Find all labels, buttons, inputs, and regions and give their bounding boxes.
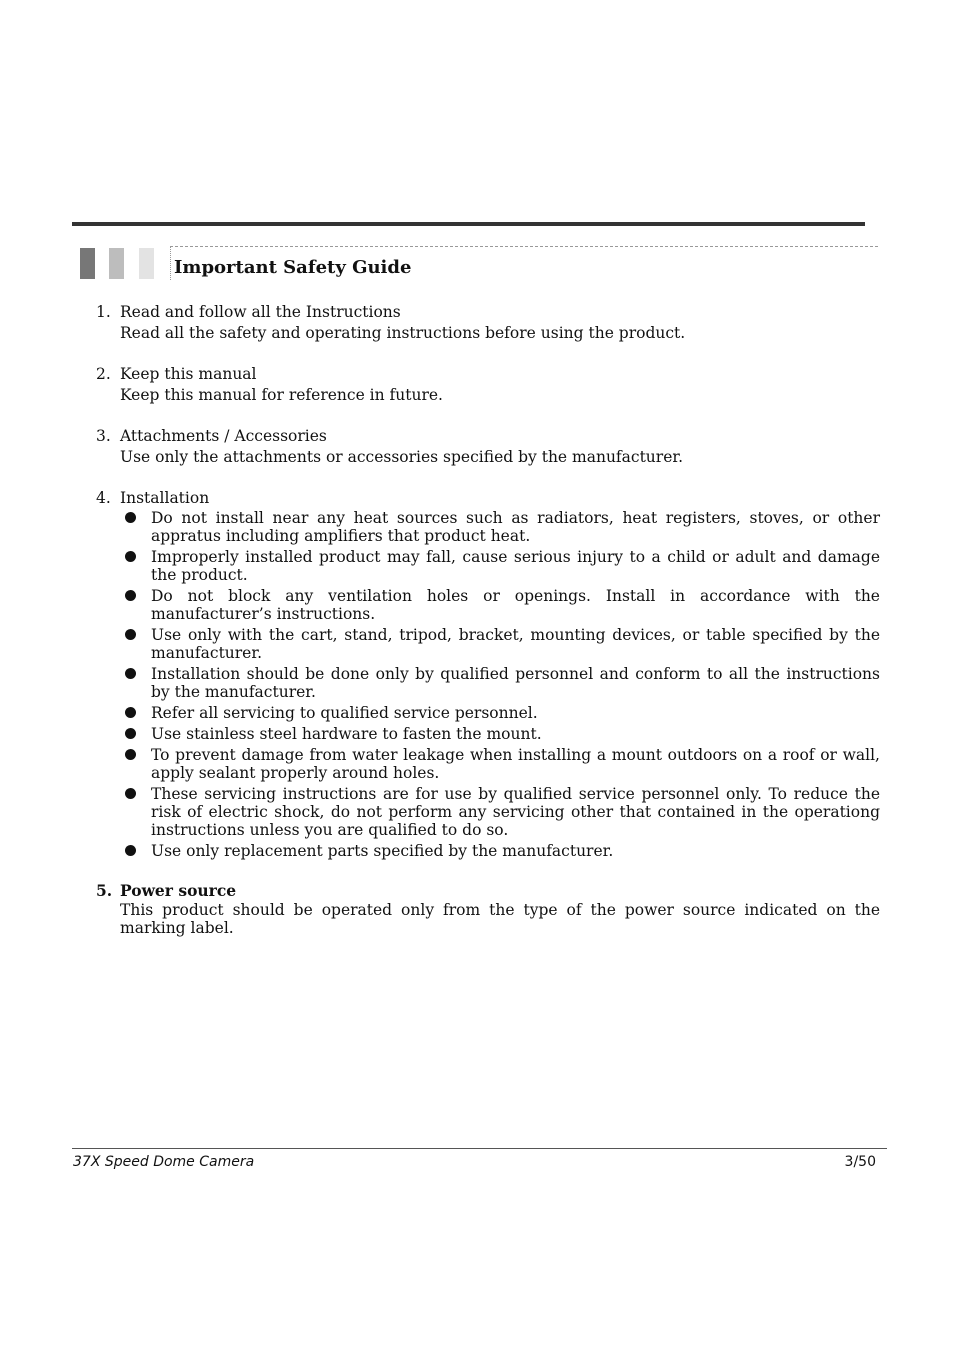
header-bar-medium xyxy=(109,248,124,279)
section-header xyxy=(80,246,880,282)
bullet-icon xyxy=(125,728,136,739)
bullet-icon xyxy=(125,749,136,760)
item-number: 4. xyxy=(96,489,111,507)
bullet-item: Installation should be done only by qualified personnel and conform to all the instructions by the manufacturer. xyxy=(120,665,880,701)
footer-document-title: 37X Speed Dome Camera xyxy=(73,1154,255,1170)
header-bar-light xyxy=(139,248,154,279)
safety-list xyxy=(96,302,880,957)
bullet-item: Do not block any ventilation holes or openings. Install in accordance with the manufacturer’s instructions. xyxy=(120,587,880,623)
item-number: 5. xyxy=(96,881,113,900)
bullet-icon xyxy=(125,551,136,562)
bullet-item: These servicing instructions are for use by qualified service personnel only. To reduce the risk of electric shock, do not perform any servicing other that contained in the operationg instructions unless you are qualified to do so. xyxy=(120,785,880,839)
header-dotted-line xyxy=(170,246,878,247)
bullet-item: Use stainless steel hardware to fasten the mount. xyxy=(120,725,880,743)
bullet-item: To prevent damage from water leakage when installing a mount outdoors on a roof or wall, apply sealant properly around holes. xyxy=(120,746,880,782)
footer-page-number: 3/50 xyxy=(844,1154,876,1170)
bullet-icon xyxy=(125,707,136,718)
bullet-icon xyxy=(125,590,136,601)
item-description: Read all the safety and operating instructions before using the product. xyxy=(120,324,686,342)
item-title: Attachments / Accessories xyxy=(120,427,327,445)
header-rule xyxy=(72,222,865,226)
header-bar-dark xyxy=(80,248,95,279)
list-item xyxy=(96,426,880,468)
item-title: Power source xyxy=(120,881,237,900)
bullet-item: Use only with the cart, stand, tripod, bracket, mounting devices, or table specified by the manufacturer. xyxy=(120,626,880,662)
bullet-icon xyxy=(125,512,136,523)
footer-rule xyxy=(72,1148,887,1149)
item-description: Keep this manual for reference in future. xyxy=(120,386,443,404)
list-item xyxy=(96,364,880,406)
item-description: This product should be operated only from the type of the power source indicated on the marking label. xyxy=(120,901,880,937)
item-title: Keep this manual xyxy=(120,365,257,383)
bullet-icon xyxy=(125,668,136,679)
header-dotted-edge xyxy=(170,246,171,280)
installation-bullets xyxy=(120,509,880,860)
list-item xyxy=(96,880,880,937)
bullet-icon xyxy=(125,845,136,856)
section-title: Important Safety Guide xyxy=(174,257,412,278)
bullet-item: Do not install near any heat sources such as radiators, heat registers, stoves, or other appratus including amplifiers that product heat. xyxy=(120,509,880,545)
item-description: Use only the attachments or accessories specified by the manufacturer. xyxy=(120,448,684,466)
bullet-item: Refer all servicing to qualified service personnel. xyxy=(120,704,880,722)
list-item xyxy=(96,302,880,344)
item-title: Read and follow all the Instructions xyxy=(120,303,401,321)
item-number: 3. xyxy=(96,427,111,445)
bullet-item: Use only replacement parts specified by the manufacturer. xyxy=(120,842,880,860)
bullet-item: Improperly installed product may fall, cause serious injury to a child or adult and damage the product. xyxy=(120,548,880,584)
item-title: Installation xyxy=(120,489,210,507)
item-number: 1. xyxy=(96,303,111,321)
list-item xyxy=(96,488,880,860)
bullet-icon xyxy=(125,629,136,640)
item-number: 2. xyxy=(96,365,111,383)
bullet-icon xyxy=(125,788,136,799)
